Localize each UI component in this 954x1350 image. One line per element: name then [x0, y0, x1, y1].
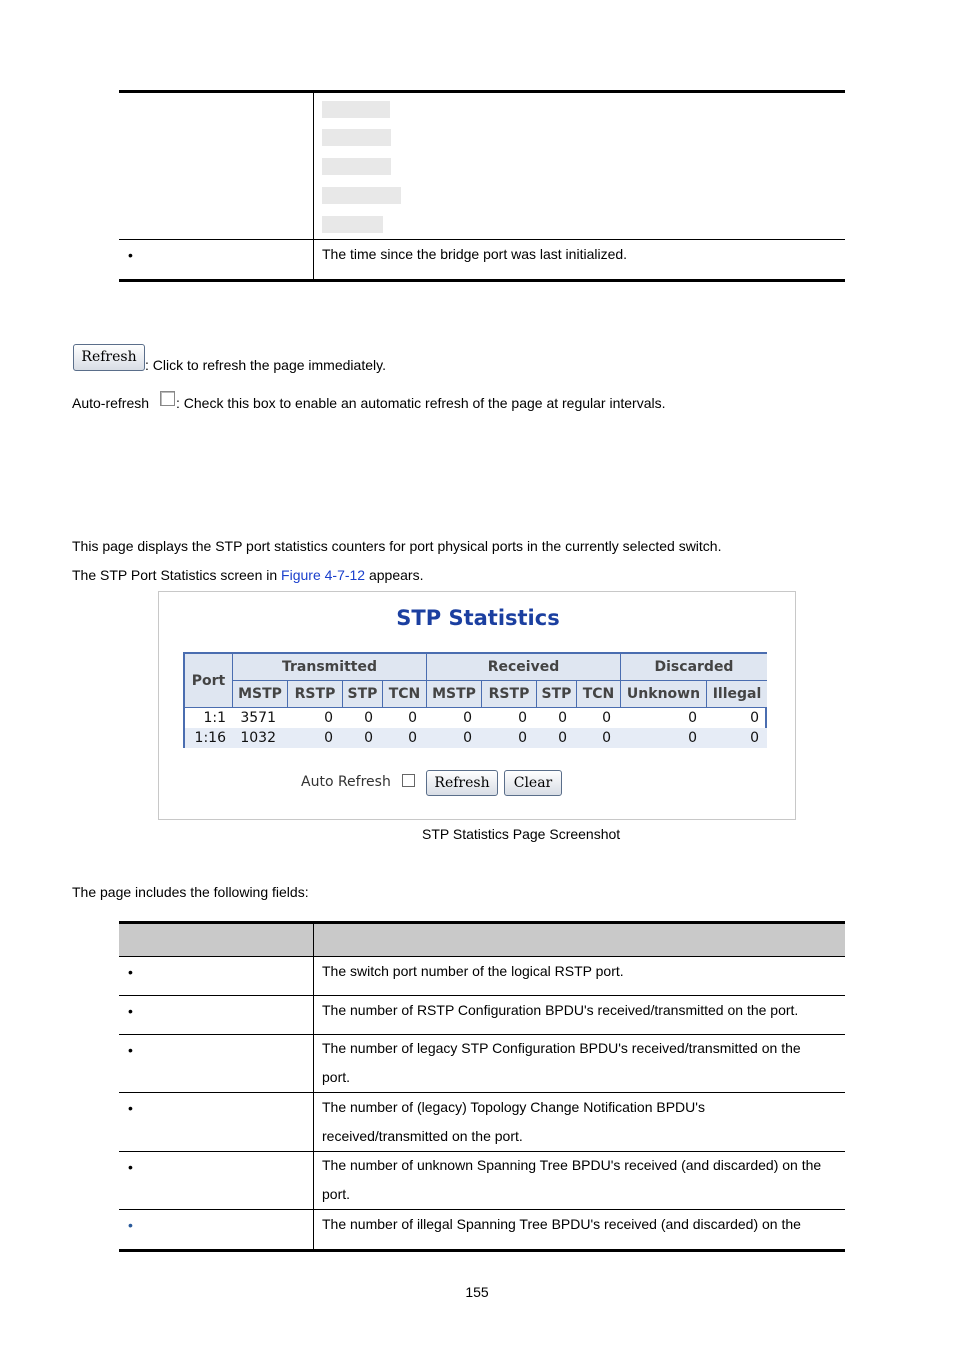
page-number: 155: [465, 1284, 489, 1300]
figure-caption: STP Statistics Page Screenshot: [422, 826, 621, 842]
para-prefix: The STP Port Statistics screen in: [72, 567, 282, 583]
bullet: •: [128, 1159, 133, 1175]
header-discarded: Discarded: [621, 654, 767, 680]
col-illegal: Illegal: [707, 681, 767, 707]
para-suffix: appears.: [365, 567, 424, 583]
stp-statistics-screenshot: [158, 591, 796, 820]
clear-button-label: Clear: [513, 775, 553, 791]
col-tx-stp: STP: [343, 681, 382, 707]
field-description: The number of illegal Spanning Tree BPDU's received (and discarded) on the: [322, 1216, 801, 1232]
cell: 0: [518, 730, 527, 746]
col-rx-tcn: TCN: [577, 681, 620, 707]
cell: 0: [602, 730, 611, 746]
redacted-bar: [322, 158, 391, 175]
cell: 0: [408, 730, 417, 746]
intro-paragraph: This page displays the STP port statistics counters for port physical ports in the currently selected switch.: [72, 538, 722, 554]
col-rx-rstp: RSTP: [482, 681, 536, 707]
bullet: •: [128, 964, 133, 980]
cell: 0: [750, 730, 759, 746]
refresh-button-image: [73, 344, 145, 371]
bullet: •: [128, 1042, 133, 1058]
header-transmitted: Transmitted: [233, 654, 426, 680]
cell: 0: [463, 730, 472, 746]
auto-refresh-checkbox[interactable]: [402, 774, 415, 787]
header-port: Port: [185, 654, 232, 707]
redacted-bar: [322, 187, 401, 204]
last-row-description: The time since the bridge port was last initialized.: [322, 246, 628, 262]
cell: 0: [688, 730, 697, 746]
bullet: •: [128, 1003, 133, 1019]
autorefresh-description: : Check this box to enable an automatic refresh of the page at regular intervals.: [176, 395, 666, 411]
field-description: The number of legacy STP Configuration BPDU's received/transmitted on the: [322, 1040, 801, 1056]
cell: 0: [602, 710, 611, 726]
cell: 0: [364, 710, 373, 726]
col-tx-rstp: RSTP: [288, 681, 342, 707]
refresh-button-label: Refresh: [81, 349, 137, 365]
fields-intro: The page includes the following fields:: [72, 884, 309, 900]
cell: 0: [558, 730, 567, 746]
field-description: The switch port number of the logical RSTP port.: [322, 963, 624, 979]
stp-statistics-table: [183, 652, 767, 748]
figure-link[interactable]: Figure 4-7-12: [281, 567, 366, 583]
bullet: •: [128, 247, 133, 263]
col-tx-mstp: MSTP: [233, 681, 287, 707]
autorefresh-checkbox-image: [160, 391, 175, 406]
col-tx-tcn: TCN: [383, 681, 426, 707]
cell: 0: [750, 710, 759, 726]
col-rx-mstp: MSTP: [427, 681, 481, 707]
refresh-description: : Click to refresh the page immediately.: [145, 357, 386, 373]
cell: 0: [408, 710, 417, 726]
field-description: The number of (legacy) Topology Change Notification BPDU's: [322, 1099, 705, 1115]
field-description: The number of unknown Spanning Tree BPDU's received (and discarded) on the: [322, 1157, 822, 1173]
field-description-cont: port.: [322, 1069, 351, 1085]
cell: 0: [463, 710, 472, 726]
col-rx-stp: STP: [537, 681, 576, 707]
clear-button[interactable]: [504, 770, 562, 796]
cell: 0: [364, 730, 373, 746]
cell: 0: [324, 730, 333, 746]
figure-reference-paragraph: [72, 567, 423, 583]
field-description: The number of RSTP Configuration BPDU's received/transmitted on the port.: [322, 1002, 799, 1018]
redacted-bar: [322, 129, 391, 146]
screenshot-title: STP Statistics: [396, 606, 560, 630]
bullet: •: [128, 1100, 133, 1116]
cell: 0: [518, 710, 527, 726]
cell: 0: [558, 710, 567, 726]
col-unknown: Unknown: [621, 681, 706, 707]
cell: 3571: [240, 710, 276, 726]
refresh-button[interactable]: [426, 770, 498, 796]
cell: 1032: [240, 730, 276, 746]
cell: 0: [688, 710, 697, 726]
redacted-bar: [322, 216, 383, 233]
header-received: Received: [427, 654, 620, 680]
redacted-bar: [322, 101, 390, 118]
refresh-button-label: Refresh: [434, 775, 490, 791]
cell: 0: [324, 710, 333, 726]
field-description-cont: port.: [322, 1186, 351, 1202]
auto-refresh-label: Auto Refresh: [301, 774, 391, 790]
autorefresh-label: Auto-refresh: [72, 395, 150, 411]
cell-port: 1:16: [194, 730, 226, 746]
bullet: •: [128, 1217, 133, 1233]
fields-table-header: [119, 924, 845, 956]
field-description-cont: received/transmitted on the port.: [322, 1128, 523, 1144]
cell-port: 1:1: [203, 710, 226, 726]
